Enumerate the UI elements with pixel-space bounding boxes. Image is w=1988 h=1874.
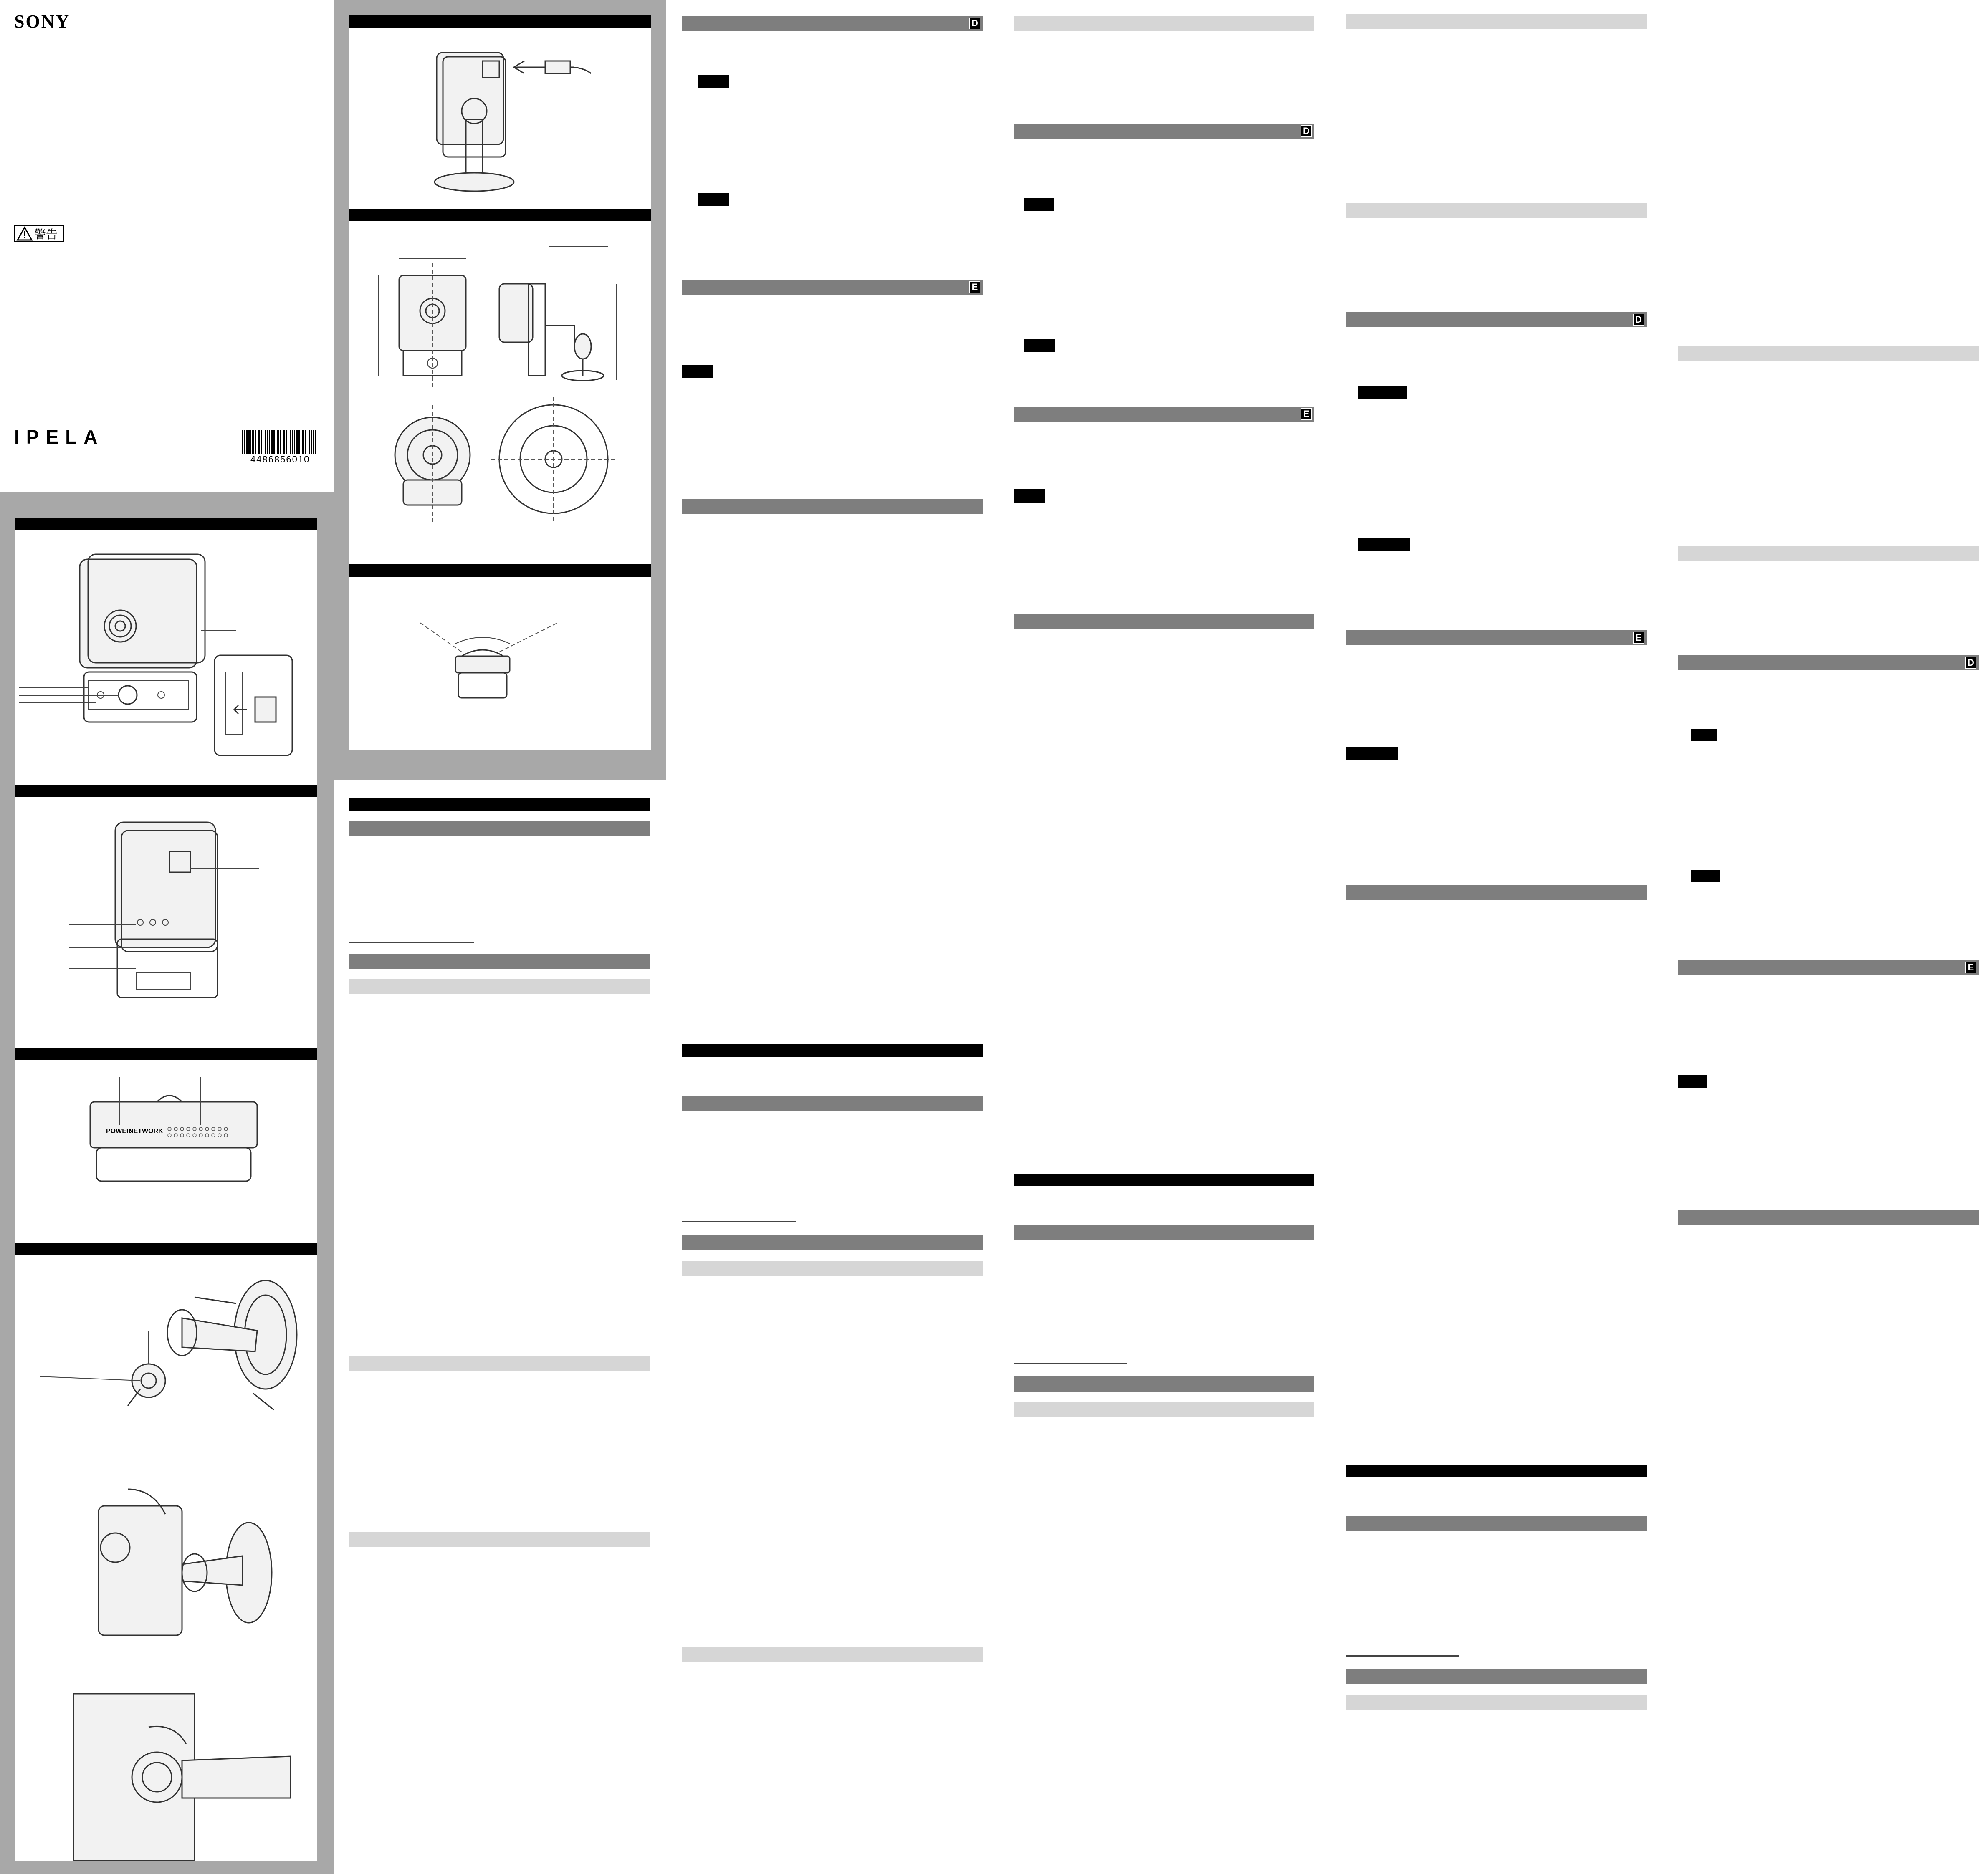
heading-bar-c2-e (682, 1235, 983, 1250)
rule-c3 (1014, 1363, 1127, 1364)
cable-connection-illustration (349, 28, 651, 209)
led-network-label: NETWORK (129, 1128, 163, 1135)
camera-rear-illustration (15, 797, 317, 1048)
section-tag-d: D (969, 18, 980, 29)
barcode (242, 430, 317, 454)
heading-bar-c2-a (682, 16, 983, 31)
subheading-bar-c1-c (349, 1532, 650, 1547)
mount-bracket-illustration (15, 1255, 317, 1861)
heading-bar-c3-d (1014, 1225, 1314, 1240)
note-chip-c5-c (1678, 1075, 1707, 1088)
heading-bar-c5-b (1678, 960, 1979, 975)
section-title-bar-c3 (1014, 1174, 1314, 1186)
heading-bar-c3-e (1014, 1376, 1314, 1392)
heading-bar-c1-a (349, 821, 650, 836)
section-tag-d: D (1965, 657, 1976, 669)
heading-bar-c2-d (682, 1096, 983, 1111)
subheading-bar-c1-a (349, 979, 650, 994)
heading-bar-c3-a (1014, 124, 1314, 139)
rule-c4 (1346, 1655, 1459, 1657)
heading-bar-c1-b (349, 954, 650, 969)
note-chip-c4-a (1358, 386, 1407, 399)
note-chip-c2-b (698, 193, 729, 206)
heading-bar-c5-c (1678, 1210, 1979, 1225)
fig-header-7 (349, 564, 651, 577)
note-chip-c2-a (698, 75, 729, 88)
sony-logo: SONY (14, 11, 71, 32)
heading-bar-c2-b (682, 280, 983, 295)
section-tag-d: D (1301, 125, 1312, 137)
subheading-bar-c1-b (349, 1356, 650, 1371)
subheading-bar-c2-b (682, 1647, 983, 1662)
section-tag-e: E (1633, 632, 1644, 644)
fig-header-4 (15, 1243, 317, 1255)
subheading-bar-c5-a (1678, 346, 1979, 361)
heading-bar-c4-a (1346, 312, 1647, 327)
fig-header-6 (349, 209, 651, 221)
subheading-bar-c2-a (682, 1261, 983, 1276)
section-tag-d: D (1633, 314, 1644, 326)
note-chip-c5-a (1691, 729, 1717, 741)
heading-bar-c3-c (1014, 614, 1314, 629)
section-title-bar-c1 (349, 798, 650, 811)
subheading-bar-c4-b (1346, 203, 1647, 218)
heading-bar-c3-b (1014, 407, 1314, 422)
view-angle-illustration (349, 577, 651, 750)
barcode-number: 4486856010 (250, 454, 310, 465)
section-tag-e: E (1301, 408, 1312, 420)
warning-badge (14, 225, 64, 242)
warning-label: 警告 (34, 228, 58, 241)
section-title-bar-c4 (1346, 1465, 1647, 1477)
rule-c1 (349, 942, 474, 943)
fig-header-3 (15, 1048, 317, 1060)
note-chip-c4-c (1346, 747, 1398, 760)
note-chip-c3-b (1024, 339, 1055, 352)
note-chip-c4-b (1358, 538, 1410, 551)
heading-bar-c4-b (1346, 630, 1647, 645)
heading-bar-c4-c (1346, 885, 1647, 900)
subheading-bar-c4-c (1346, 1695, 1647, 1710)
heading-bar-c4-e (1346, 1669, 1647, 1684)
fig-header-2 (15, 785, 317, 797)
dimensions-illustration (349, 221, 651, 564)
note-chip-c3-c (1014, 489, 1045, 503)
led-power-label: POWER (106, 1128, 132, 1135)
heading-bar-c4-d (1346, 1516, 1647, 1531)
camera-top-illustration (15, 1060, 317, 1243)
ipela-logo: IPELA (14, 426, 104, 448)
note-chip-c3-a (1024, 198, 1054, 211)
section-tag-e: E (1965, 962, 1976, 973)
fig-header-1 (15, 518, 317, 530)
camera-front-illustration (15, 530, 317, 785)
cover-panel (0, 0, 334, 492)
section-title-bar-c2 (682, 1044, 983, 1057)
subheading-bar-c4-a (1346, 14, 1647, 29)
note-chip-c2-c (682, 365, 713, 378)
heading-bar-c2-c (682, 499, 983, 514)
rule-c2 (682, 1221, 796, 1222)
subheading-bar-c3-a (1014, 16, 1314, 31)
heading-bar-c5-a (1678, 655, 1979, 670)
note-chip-c5-b (1691, 870, 1720, 882)
subheading-bar-c3-b (1014, 1402, 1314, 1417)
section-tag-e: E (969, 281, 980, 293)
warning-triangle-icon (17, 227, 33, 241)
subheading-bar-c5-b (1678, 546, 1979, 561)
fig-header-5 (349, 15, 651, 28)
